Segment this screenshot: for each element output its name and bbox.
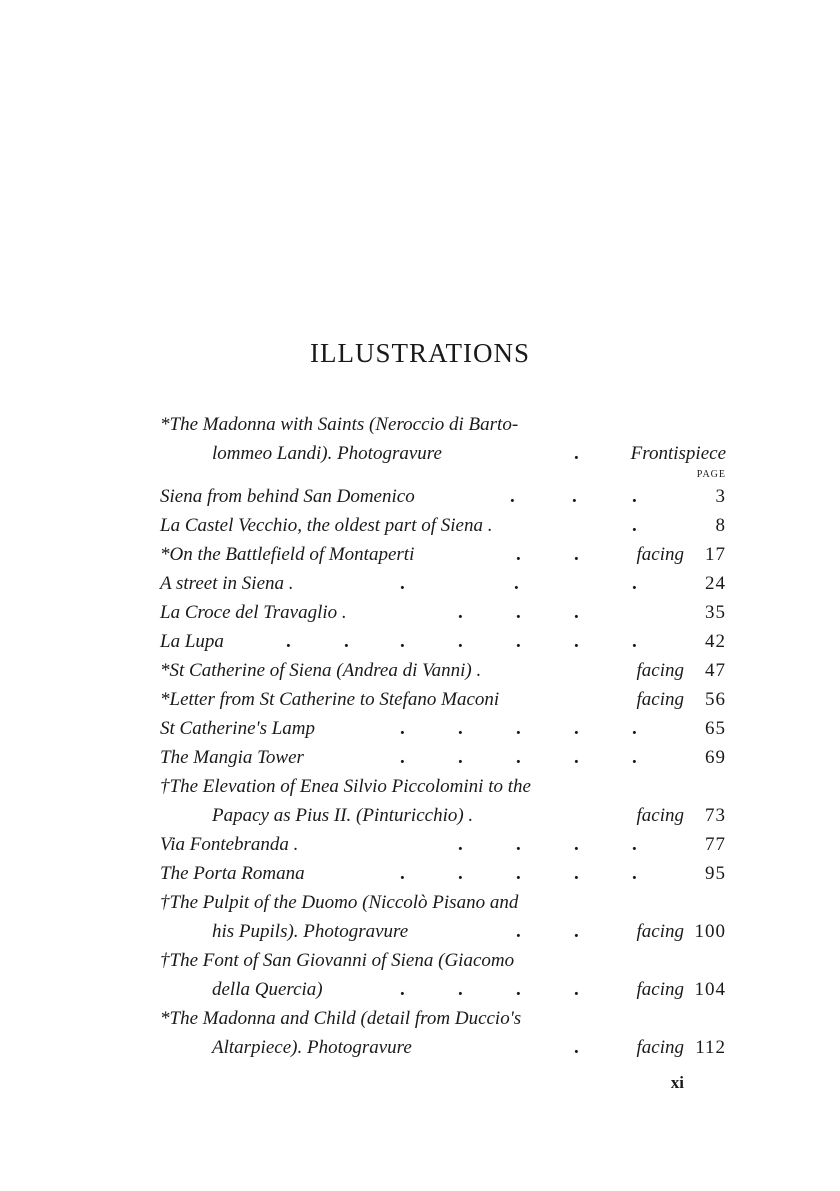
entry-label: facing — [636, 921, 684, 942]
leader-dot: . — [516, 863, 521, 884]
list-item — [160, 830, 726, 859]
entry-page: 56 — [705, 689, 726, 710]
leader-dot: . — [574, 602, 579, 623]
list-item — [160, 439, 726, 468]
list-item — [160, 917, 726, 946]
list-item — [160, 859, 726, 888]
list-item — [160, 482, 726, 511]
entry-text: *The Madonna with Saints (Neroccio di Barto- — [160, 414, 519, 435]
entry-text: The Mangia Tower — [160, 747, 304, 768]
leader-dot: . — [514, 573, 519, 594]
leader-dot: . — [516, 631, 521, 652]
page-title: ILLUSTRATIONS — [310, 338, 530, 368]
entry-page: 104 — [694, 979, 726, 1000]
leader-dot: . — [458, 834, 463, 855]
list-item — [160, 714, 726, 743]
illustrations-list — [160, 410, 726, 1062]
leader-dot: . — [458, 863, 463, 884]
leader-dot: . — [400, 747, 405, 768]
leader-dot: . — [574, 863, 579, 884]
entry-text: *On the Battlefield of Montaperti — [160, 544, 415, 565]
list-item — [160, 598, 726, 627]
leader-dot: . — [400, 573, 405, 594]
entry-text: his Pupils). Photogravure — [212, 921, 409, 942]
list-item — [160, 888, 726, 917]
entry-text: *The Madonna and Child (detail from Duccio's — [160, 1008, 522, 1029]
entry-page: 73 — [705, 805, 726, 826]
entry-label: Frontispiece — [630, 443, 726, 464]
leader-dot: . — [458, 631, 463, 652]
entry-label: facing — [636, 689, 684, 710]
entry-page: 65 — [705, 718, 726, 739]
leader-dot: . — [400, 718, 405, 739]
leader-dot: . — [574, 718, 579, 739]
entry-label: facing — [636, 805, 684, 826]
list-item — [160, 801, 726, 830]
entry-text: Altarpiece). Photogravure — [212, 1037, 412, 1058]
entry-page: 112 — [695, 1037, 726, 1058]
entry-page: 8 — [715, 515, 726, 536]
list-item — [160, 1004, 726, 1033]
leader-dot: . — [516, 544, 521, 565]
leader-dot: . — [574, 544, 579, 565]
entry-text: *Letter from St Catherine to Stefano Maconi — [160, 689, 500, 710]
list-item — [160, 772, 726, 801]
list-item — [160, 540, 726, 569]
list-item — [160, 627, 726, 656]
leader-dot: . — [516, 979, 521, 1000]
leader-dot: . — [574, 747, 579, 768]
leader-dot: . — [574, 921, 579, 942]
page-number: xi — [670, 1073, 684, 1092]
list-item — [160, 685, 726, 714]
leader-dot: . — [632, 747, 637, 768]
leader-dot: . — [632, 863, 637, 884]
leader-dot: . — [510, 486, 515, 507]
entry-page: 77 — [705, 834, 726, 855]
entry-text: *St Catherine of Siena (Andrea di Vanni) . — [160, 660, 482, 681]
leader-dot: . — [400, 979, 405, 1000]
entry-text: Papacy as Pius II. (Pinturicchio) . — [212, 805, 474, 826]
entry-text: †The Elevation of Enea Silvio Piccolomini to the — [160, 776, 531, 797]
entry-text: lommeo Landi). Photogravure — [212, 443, 442, 464]
list-item — [160, 511, 726, 540]
entry-page: 35 — [705, 602, 726, 623]
entry-label: facing — [636, 979, 684, 1000]
leader-dot: . — [344, 631, 349, 652]
leader-dot: . — [400, 631, 405, 652]
entry-page: 69 — [705, 747, 726, 768]
entry-text: La Lupa — [160, 631, 224, 652]
leader-dot: . — [572, 486, 577, 507]
leader-dot: . — [516, 718, 521, 739]
entry-text: †The Pulpit of the Duomo (Niccolò Pisano and — [160, 892, 519, 913]
list-item — [160, 410, 726, 439]
entry-text: A street in Siena . — [160, 573, 294, 594]
leader-dot: . — [458, 747, 463, 768]
entry-page: 95 — [705, 863, 726, 884]
leader-dot: . — [632, 515, 637, 536]
leader-dot: . — [632, 834, 637, 855]
leader-dot: . — [574, 979, 579, 1000]
leader-dot: . — [458, 979, 463, 1000]
leader-dot: . — [516, 602, 521, 623]
list-item — [160, 656, 726, 685]
entry-text: †The Font of San Giovanni of Siena (Giacomo — [160, 950, 515, 971]
leader-dot: . — [516, 921, 521, 942]
entry-page: 24 — [705, 573, 726, 594]
list-item — [160, 946, 726, 975]
entry-page: 42 — [705, 631, 726, 652]
leader-dot: . — [574, 1037, 579, 1058]
entry-page: 47 — [705, 660, 726, 681]
leader-dot: . — [286, 631, 291, 652]
list-item — [160, 1033, 726, 1062]
list-item — [160, 975, 726, 1004]
entry-text: St Catherine's Lamp — [160, 718, 316, 739]
entry-label: facing — [636, 1037, 684, 1058]
leader-dot: . — [632, 486, 637, 507]
leader-dot: . — [632, 573, 637, 594]
entry-text: della Quercia) — [212, 979, 323, 1000]
leader-dot: . — [458, 602, 463, 623]
entry-page: 17 — [705, 544, 726, 565]
leader-dot: . — [400, 863, 405, 884]
leader-dot: . — [632, 631, 637, 652]
leader-dot: . — [458, 718, 463, 739]
leader-dot: . — [632, 718, 637, 739]
leader-dot: . — [516, 834, 521, 855]
entry-text: La Croce del Travaglio . — [160, 602, 347, 623]
leader-dot: . — [574, 631, 579, 652]
page-column-header: PAGE — [696, 469, 726, 480]
list-item — [160, 743, 726, 772]
leader-dot: . — [516, 747, 521, 768]
leader-dot: . — [574, 834, 579, 855]
entry-page: 3 — [715, 486, 726, 507]
entry-text: The Porta Romana — [160, 863, 305, 884]
entry-text: Siena from behind San Domenico — [160, 486, 415, 507]
entry-text: La Castel Vecchio, the oldest part of Siena . — [160, 515, 493, 536]
entry-label: facing — [636, 544, 684, 565]
entry-label: facing — [636, 660, 684, 681]
entry-text: Via Fontebranda . — [160, 834, 299, 855]
list-item — [160, 569, 726, 598]
entry-page: 100 — [694, 921, 726, 942]
leader-dot: . — [574, 443, 579, 464]
